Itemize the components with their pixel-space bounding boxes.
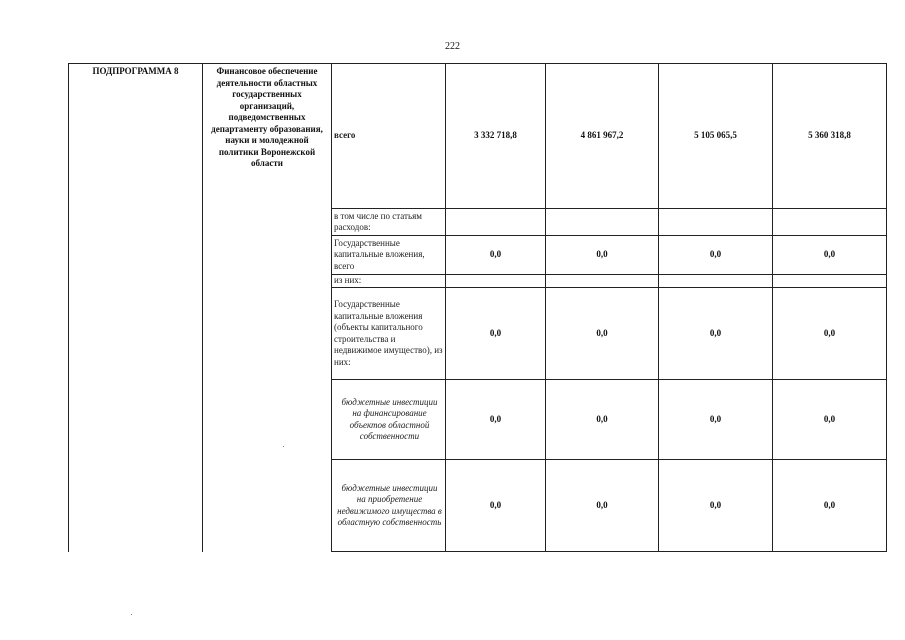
- scan-speck: [283, 446, 284, 447]
- scan-speck: [131, 614, 132, 615]
- cell-value: [773, 209, 887, 236]
- table-row: [69, 64, 887, 209]
- cell-value: 5 360 318,8: [773, 64, 887, 209]
- cell-value: 0,0: [773, 288, 887, 380]
- cell-value: 0,0: [659, 380, 773, 460]
- cell-value: 0,0: [446, 236, 546, 275]
- cell-value: 0,0: [659, 236, 773, 275]
- cell-value: 0,0: [546, 288, 659, 380]
- program-name: Финансовое обеспечение деятельности областных государственных организаций, подведомственных департаменту образования, науки и молодежной политики Воронежской области: [203, 64, 332, 552]
- cell-value: 4 861 967,2: [546, 64, 659, 209]
- row-label-total: всего: [332, 64, 446, 209]
- budget-table: [68, 63, 887, 552]
- cell-value: 3 332 718,8: [446, 64, 546, 209]
- row-label-capital-objects: Государственные капитальные вложения (объекты капитального строительства и недвижимое имущество), из них:: [332, 288, 446, 380]
- cell-value: 0,0: [773, 236, 887, 275]
- cell-value: 0,0: [659, 460, 773, 552]
- cell-value: [659, 275, 773, 288]
- cell-value: 0,0: [659, 288, 773, 380]
- program-code: ПОДПРОГРАММА 8: [69, 64, 203, 552]
- cell-value: 0,0: [546, 236, 659, 275]
- page-number: 222: [445, 41, 460, 52]
- cell-value: [773, 275, 887, 288]
- cell-value: 0,0: [446, 460, 546, 552]
- cell-value: [446, 275, 546, 288]
- cell-value: [546, 209, 659, 236]
- row-label-investments-financing: бюджетные инвестиции на финансирование объектов областной собственности: [332, 380, 446, 460]
- cell-value: [446, 209, 546, 236]
- cell-value: [659, 209, 773, 236]
- cell-value: 0,0: [546, 460, 659, 552]
- cell-value: 0,0: [546, 380, 659, 460]
- row-label-investments-property: бюджетные инвестиции на приобретение недвижимого имущества в областную собственность: [332, 460, 446, 552]
- row-label-of-them: из них:: [332, 275, 446, 288]
- cell-value: [546, 275, 659, 288]
- cell-value: 5 105 065,5: [659, 64, 773, 209]
- row-label-including: в том числе по статьям расходов:: [332, 209, 446, 236]
- cell-value: 0,0: [446, 288, 546, 380]
- cell-value: 0,0: [773, 460, 887, 552]
- cell-value: 0,0: [446, 380, 546, 460]
- cell-value: 0,0: [773, 380, 887, 460]
- row-label-capital-total: Государственные капитальные вложения, всего: [332, 236, 446, 275]
